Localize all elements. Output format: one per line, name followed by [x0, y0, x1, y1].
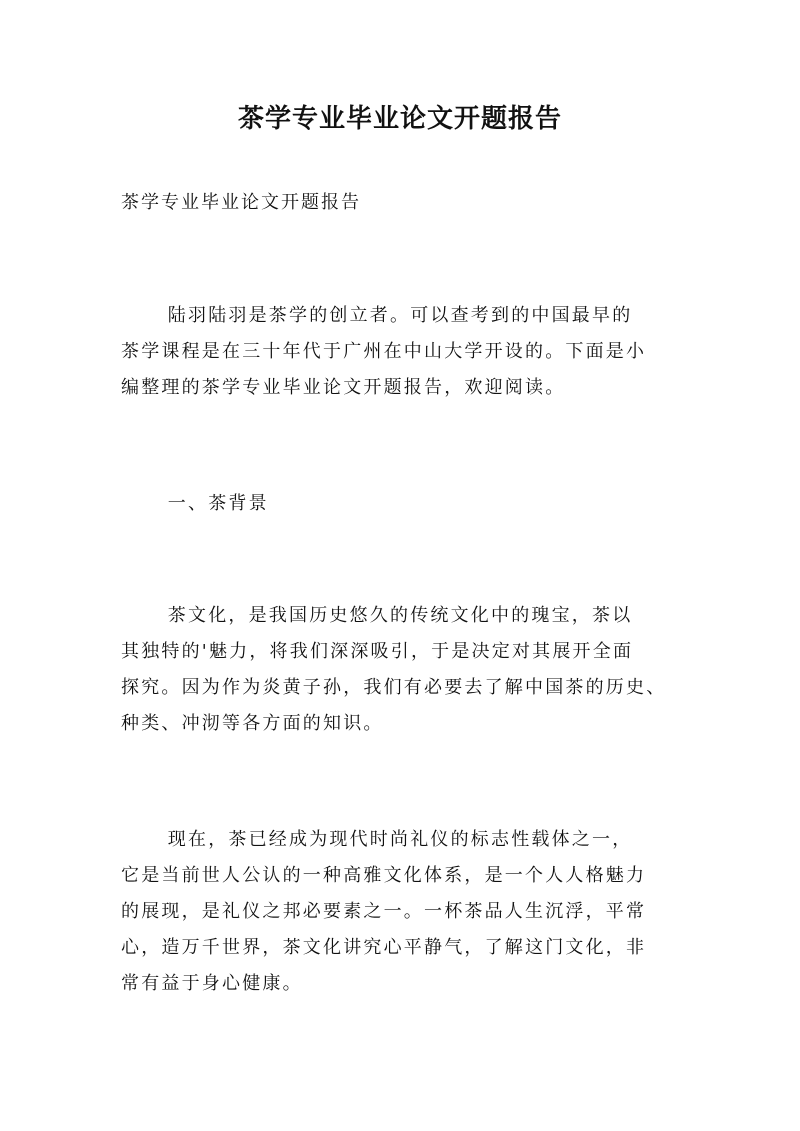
background-2-line-2: 它是当前世人公认的一种高雅文化体系，是一个人人格魅力 — [121, 865, 647, 886]
background-2-line-5: 常有益于身心健康。 — [121, 973, 303, 994]
background-2-line-4: 心，造万千世界，茶文化讲究心平静气，了解这门文化，非 — [121, 937, 647, 958]
intro-line-2: 茶学课程是在三十年代于广州在中山大学开设的。下面是小 — [121, 341, 647, 362]
background-1-line-4: 种类、冲沏等各方面的知识。 — [121, 713, 384, 734]
document-title: 茶学专业毕业论文开题报告 — [237, 104, 562, 134]
background-paragraph-2 — [121, 822, 689, 1002]
intro-line-1: 陆羽陆羽是茶学的创立者。可以查考到的中国最早的 — [167, 305, 633, 326]
background-1-line-1: 茶文化，是我国历史悠久的传统文化中的瑰宝，茶以 — [167, 605, 633, 626]
background-2-line-3: 的展现，是礼仪之邦必要素之一。一杯茶品人生沉浮，平常 — [121, 901, 647, 922]
background-paragraph-1 — [121, 598, 689, 742]
section-heading — [121, 486, 689, 522]
section-heading-text: 一、茶背景 — [167, 493, 269, 514]
background-1-line-2: 其独特的'魅力，将我们深深吸引，于是决定对其展开全面 — [121, 641, 634, 662]
background-1-line-3: 探究。因为作为炎黄子孙，我们有必要去了解中国茶的历史、 — [121, 677, 667, 698]
intro-line-3: 编整理的茶学专业毕业论文开题报告，欢迎阅读。 — [121, 377, 566, 398]
intro-paragraph — [121, 298, 689, 406]
document-subtitle: 茶学专业毕业论文开题报告 — [121, 192, 361, 213]
background-2-line-1: 现在，茶已经成为现代时尚礼仪的标志性载体之一， — [167, 829, 633, 850]
